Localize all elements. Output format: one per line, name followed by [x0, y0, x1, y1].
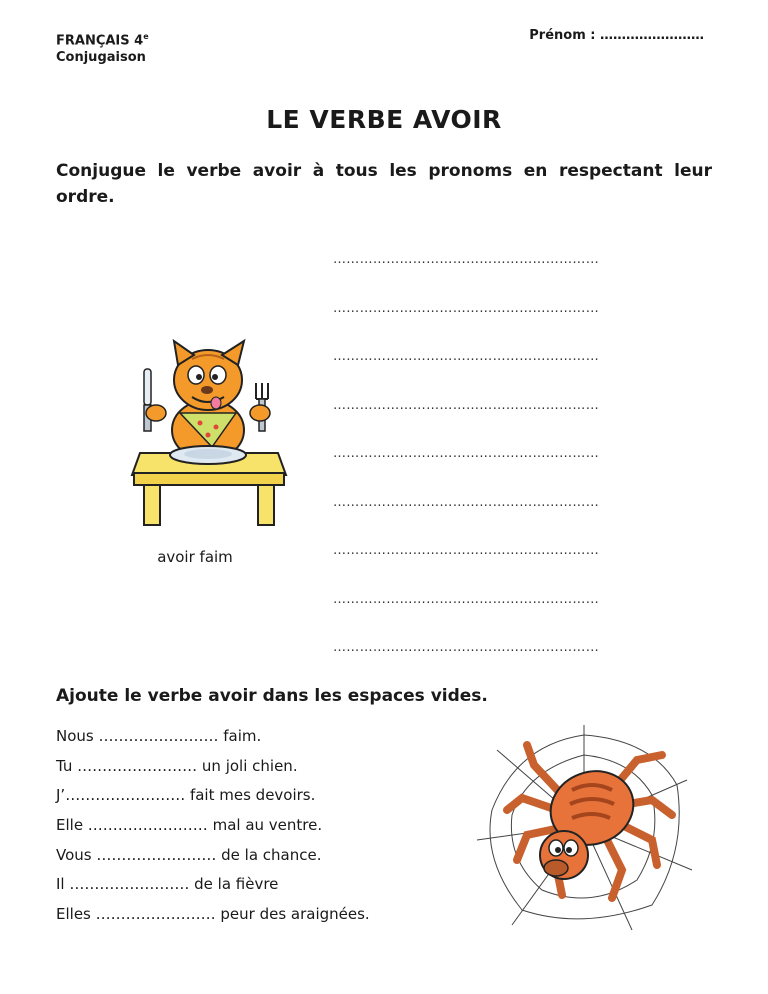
- hungry-cat-illustration: [130, 335, 290, 530]
- exercise1-answer-lines: [333, 252, 599, 689]
- page-title: LE VERBE AVOIR: [266, 105, 502, 134]
- fill-in-sentence[interactable]: Il …………………… de la fièvre: [56, 875, 279, 894]
- fill-in-sentence[interactable]: Tu …………………… un joli chien.: [56, 756, 298, 775]
- fill-in-sentence[interactable]: J’…………………… fait mes devoirs.: [56, 786, 316, 805]
- answer-line[interactable]: ……………………………………………………: [333, 300, 599, 316]
- spider-illustration: [472, 720, 697, 935]
- answer-line[interactable]: ……………………………………………………: [333, 349, 599, 364]
- answer-line[interactable]: ……………………………………………………: [333, 543, 599, 558]
- answer-line[interactable]: ……………………………………………………: [333, 494, 599, 510]
- answer-line[interactable]: ……………………………………………………: [333, 446, 599, 461]
- topic-label: Conjugaison: [56, 50, 146, 66]
- answer-line[interactable]: ……………………………………………………: [333, 252, 599, 267]
- subject-grade-sup: e: [143, 32, 149, 41]
- subject-label: FRANÇAIS 4: [56, 33, 144, 49]
- fill-in-sentence[interactable]: Elles …………………… peur des araignées.: [56, 905, 370, 924]
- cat-drawing: [130, 335, 290, 530]
- answer-line[interactable]: ……………………………………………………: [333, 640, 599, 655]
- image-caption: avoir faim: [157, 548, 233, 566]
- fill-in-sentence[interactable]: Elle …………………… mal au ventre.: [56, 816, 323, 835]
- answer-line[interactable]: ……………………………………………………: [333, 591, 599, 607]
- exercise2-sentences: [56, 727, 370, 935]
- exercise2-instruction: Ajoute le verbe avoir dans les espaces vides.: [56, 686, 488, 706]
- header-left: [56, 28, 149, 66]
- fill-in-sentence[interactable]: Nous …………………… faim.: [56, 727, 262, 745]
- exercise1-instruction: Conjugue le verbe avoir à tous les pronoms en respectant leur ordre.: [56, 161, 712, 207]
- answer-line[interactable]: ……………………………………………………: [333, 397, 599, 413]
- name-field-label[interactable]: Prénom : ……………………: [529, 28, 704, 43]
- spider-drawing: [472, 720, 697, 935]
- fill-in-sentence[interactable]: Vous …………………… de la chance.: [56, 845, 322, 864]
